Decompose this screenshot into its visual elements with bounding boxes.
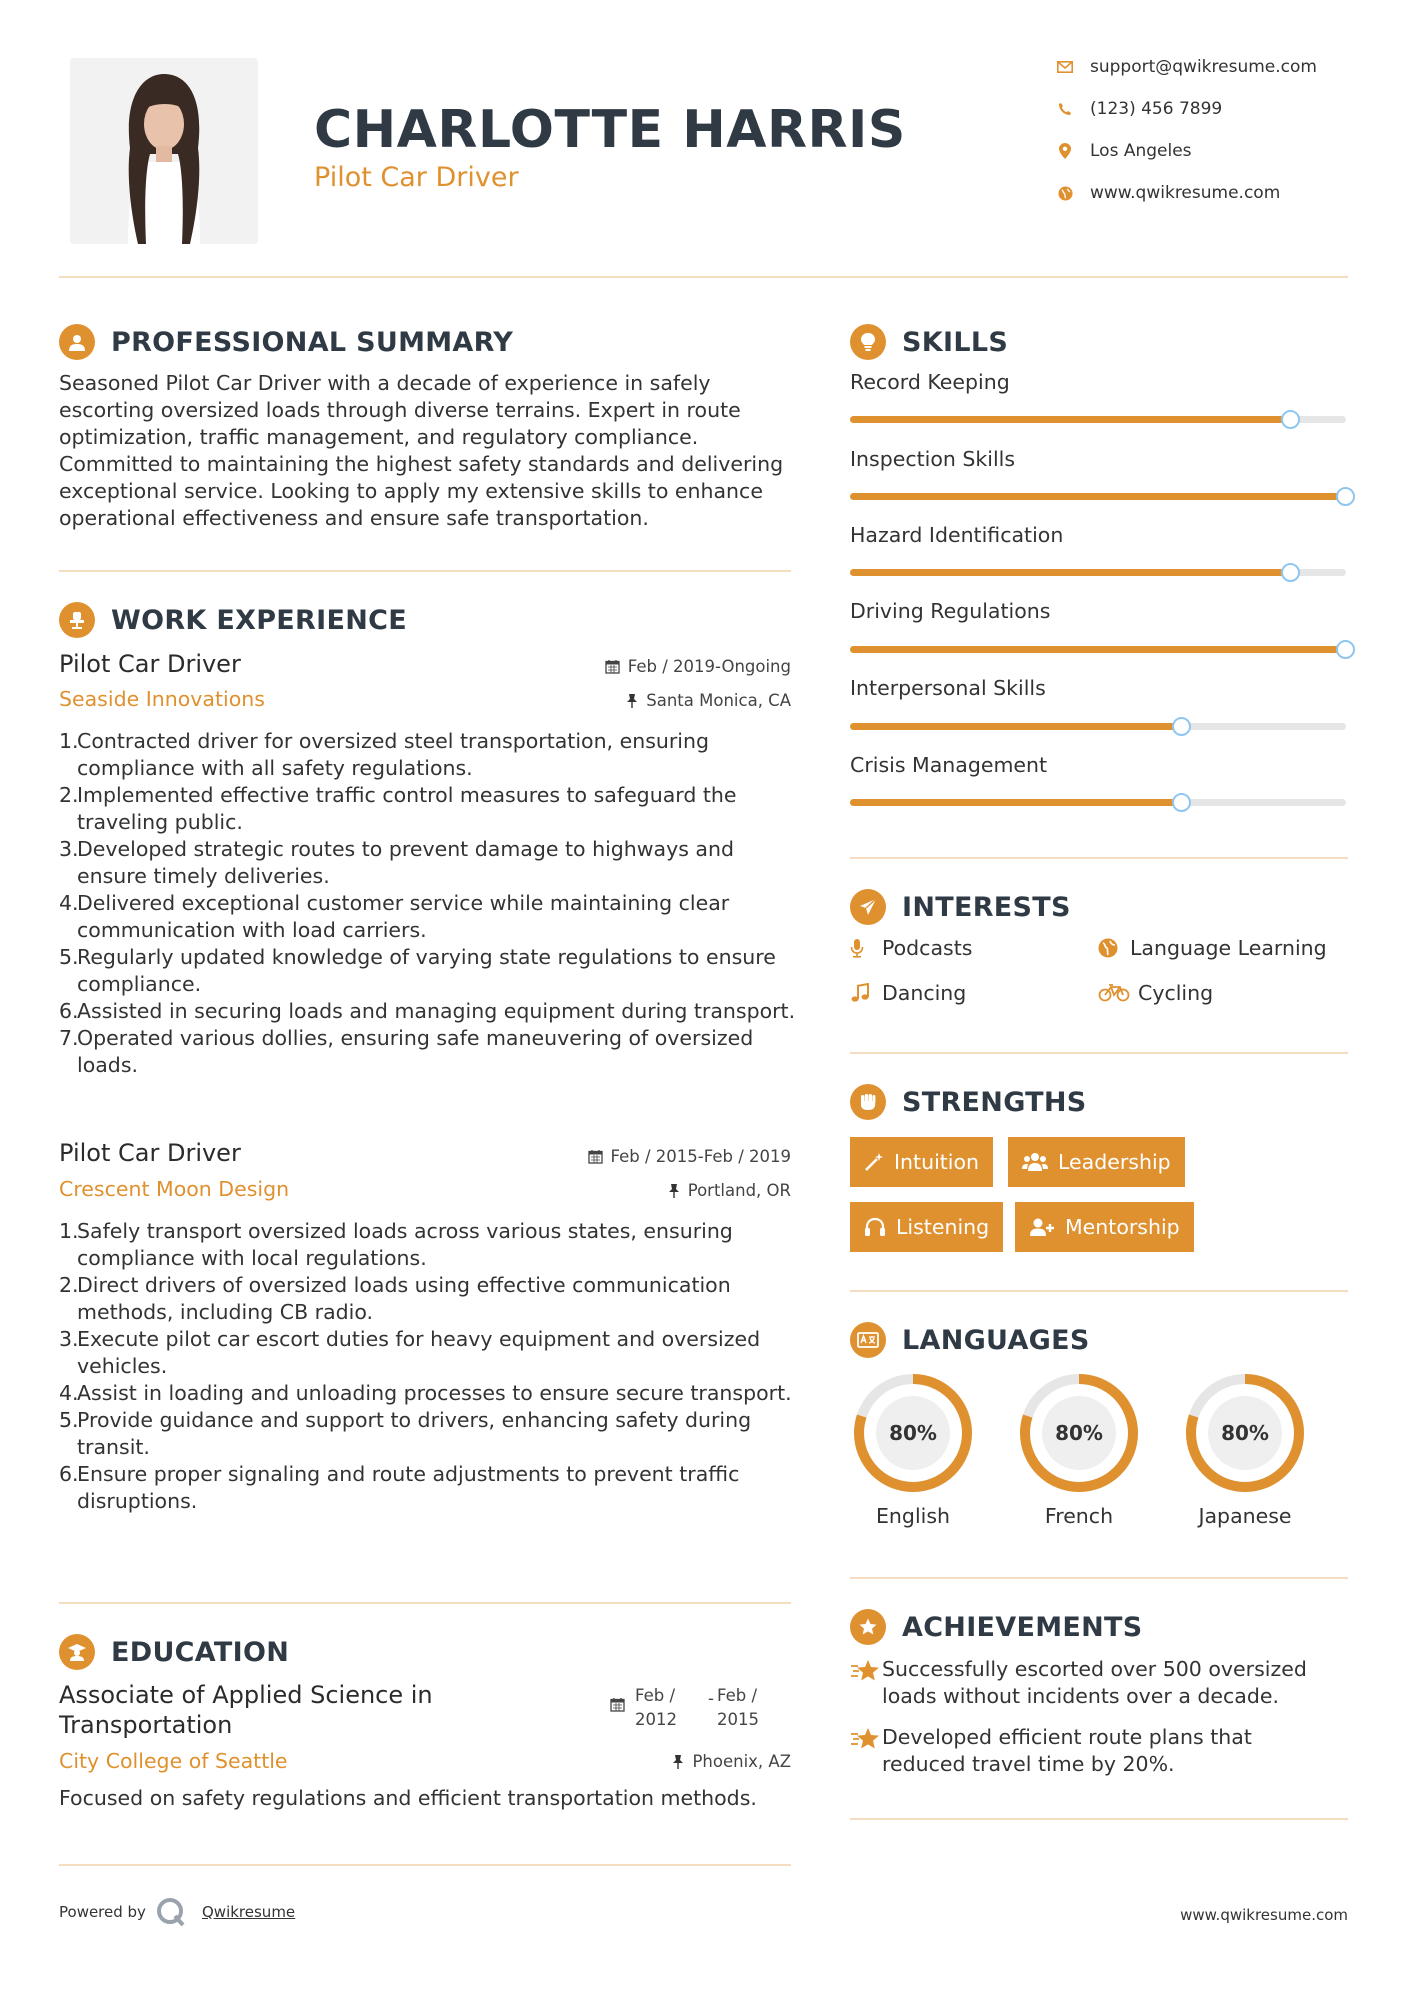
skill-fill <box>850 646 1346 653</box>
interests-divider <box>850 1052 1348 1054</box>
ring-percent: 80% <box>889 1421 937 1445</box>
lightbulb-icon <box>850 324 886 360</box>
skill-slider-handle[interactable] <box>1281 410 1300 429</box>
contact-location-text: Los Angeles <box>1090 141 1192 161</box>
education-date-end: Feb / 2015 <box>717 1686 759 1729</box>
languages-title: LANGUAGES <box>902 1324 1090 1356</box>
skill-slider-handle[interactable] <box>1281 563 1300 582</box>
skills-title: SKILLS <box>902 326 1009 358</box>
skill-name: Record Keeping <box>850 370 1010 394</box>
skill-slider-handle[interactable] <box>1172 793 1191 812</box>
skill-slider-handle[interactable] <box>1172 717 1191 736</box>
paper-plane-icon <box>850 889 886 925</box>
star-icon <box>850 1724 882 1756</box>
contact-website[interactable] <box>1054 183 1280 203</box>
education-location-text: Phoenix, AZ <box>692 1752 791 1771</box>
users-icon <box>1022 1152 1048 1172</box>
experience-divider <box>59 1602 791 1604</box>
achievement-item: Successfully escorted over 500 oversized loads without incidents over a decade. <box>850 1656 1320 1710</box>
job-2-date-text: Feb / 2015-Feb / 2019 <box>610 1147 791 1166</box>
list-item: 1. Safely transport oversized loads across various states, ensuring compliance with local regulations. <box>59 1219 733 1270</box>
language-ring <box>850 1370 976 1496</box>
fist-icon <box>850 1084 886 1120</box>
skill-fill <box>850 799 1182 806</box>
pushpin-icon <box>668 1183 680 1198</box>
education-title: EDUCATION <box>111 1636 290 1668</box>
languages-divider <box>850 1577 1348 1579</box>
strength-chip-leadership: Leadership <box>1008 1137 1185 1187</box>
skill-name: Crisis Management <box>850 753 1048 777</box>
skill-track <box>850 493 1346 500</box>
qwikresume-logo-icon <box>156 1897 188 1931</box>
language-ring <box>1182 1370 1308 1496</box>
pushpin-icon <box>672 1754 684 1769</box>
footer-website-link[interactable]: www.qwikresume.com <box>1180 1906 1348 1924</box>
skill-slider-handle[interactable] <box>1336 640 1355 659</box>
contact-website-text: www.qwikresume.com <box>1090 183 1281 203</box>
list-item: 3. Developed strategic routes to prevent damage to highways and ensure timely deliveries. <box>59 837 735 888</box>
language-name: Japanese <box>1198 1504 1292 1528</box>
strengths-title: STRENGTHS <box>902 1086 1087 1118</box>
skill-track <box>850 799 1346 806</box>
magic-wand-icon <box>864 1152 884 1172</box>
skill-name: Interpersonal Skills <box>850 676 1046 700</box>
education-date-separator: - <box>708 1689 714 1708</box>
interest-item: Dancing <box>850 981 966 1005</box>
calendar-icon <box>610 1697 625 1716</box>
languages-heading <box>850 1322 1090 1358</box>
education-description: Focused on safety regulations and efficient transportation methods. <box>59 1786 757 1810</box>
job-2-company: Crescent Moon Design <box>59 1177 290 1201</box>
candidate-name: CHARLOTTE HARRIS <box>314 100 906 160</box>
list-item: 4. Delivered exceptional customer service while maintaining clear communication with load carriers. <box>59 891 730 942</box>
achievements-title: ACHIEVEMENTS <box>902 1611 1143 1643</box>
job-1-company: Seaside Innovations <box>59 687 265 711</box>
summary-divider <box>59 570 791 572</box>
job-1-location <box>626 691 791 710</box>
summary-heading <box>59 324 513 360</box>
list-item: 5. Provide guidance and support to drivers, enhancing safety during transit. <box>59 1408 752 1459</box>
interests-title: INTERESTS <box>902 891 1071 923</box>
skill-slider-handle[interactable] <box>1336 487 1355 506</box>
headphones-icon <box>864 1217 886 1237</box>
experience-title: WORK EXPERIENCE <box>111 604 407 636</box>
graduate-icon <box>59 1634 95 1670</box>
job-1-location-text: Santa Monica, CA <box>646 691 791 710</box>
job-2-location <box>668 1181 791 1200</box>
user-icon <box>59 324 95 360</box>
header-divider <box>59 276 1348 278</box>
strength-chip-listening: Listening <box>850 1202 1003 1252</box>
skill-name: Hazard Identification <box>850 523 1064 547</box>
envelope-icon <box>1054 61 1076 73</box>
job-2-location-text: Portland, OR <box>687 1181 791 1200</box>
skill-fill <box>850 416 1291 423</box>
interest-item: Cycling <box>1098 981 1213 1005</box>
interests-heading <box>850 889 1071 925</box>
phone-icon <box>1054 102 1076 116</box>
strength-chip-intuition: Intuition <box>850 1137 993 1187</box>
contact-phone-text: (123) 456 7899 <box>1090 99 1223 119</box>
footer-brand-link[interactable]: Qwikresume <box>202 1903 296 1921</box>
job-2-date <box>588 1147 791 1166</box>
language-name: English <box>875 1504 951 1528</box>
strengths-divider <box>850 1290 1348 1292</box>
job-2-title: Pilot Car Driver <box>59 1139 241 1167</box>
language-ring <box>1016 1370 1142 1496</box>
strength-chip-mentorship: Mentorship <box>1015 1202 1194 1252</box>
achievements-heading <box>850 1609 1143 1645</box>
education-location <box>672 1752 791 1771</box>
globe-icon <box>1098 938 1126 958</box>
user-plus-icon <box>1029 1217 1055 1237</box>
achievements-divider <box>850 1818 1348 1820</box>
chair-icon <box>59 602 95 638</box>
list-item: 3. Execute pilot car escort duties for heavy equipment and oversized vehicles. <box>59 1327 761 1378</box>
bicycle-icon <box>1098 984 1134 1002</box>
calendar-icon <box>605 659 620 674</box>
skill-fill <box>850 493 1346 500</box>
profile-photo <box>70 58 258 244</box>
list-item: 4. Assist in loading and unloading processes to ensure secure transport. <box>59 1381 792 1405</box>
job-1-date-text: Feb / 2019-Ongoing <box>627 657 791 676</box>
candidate-role: Pilot Car Driver <box>314 162 519 193</box>
language-card-icon <box>850 1322 886 1358</box>
education-school: City College of Seattle <box>59 1749 288 1773</box>
skill-track <box>850 416 1346 423</box>
contact-email-text: support@qwikresume.com <box>1090 57 1317 77</box>
job-2-bullets <box>59 1218 799 1515</box>
star-icon <box>850 1656 882 1688</box>
interest-item: Podcasts <box>850 936 972 960</box>
pushpin-icon <box>626 693 638 708</box>
skill-track <box>850 646 1346 653</box>
ring-percent: 80% <box>1055 1421 1103 1445</box>
ring-percent: 80% <box>1221 1421 1269 1445</box>
skill-track <box>850 569 1346 576</box>
list-item: 1. Contracted driver for oversized steel transportation, ensuring compliance with all safety regulations. <box>59 729 709 780</box>
microphone-icon <box>850 938 878 958</box>
list-item: 2. Implemented effective traffic control measures to safeguard the traveling public. <box>59 783 737 834</box>
skills-heading <box>850 324 1008 360</box>
job-1-title: Pilot Car Driver <box>59 650 241 678</box>
job-1-date <box>605 657 791 676</box>
skill-fill <box>850 723 1182 730</box>
list-item: 6. Assisted in securing loads and managing equipment during transport. <box>59 999 796 1023</box>
interest-item: Language Learning <box>1098 936 1327 960</box>
contact-email[interactable] <box>1054 57 1317 77</box>
skill-name: Driving Regulations <box>850 599 1051 623</box>
list-item: 5. Regularly updated knowledge of varying state regulations to ensure compliance. <box>59 945 776 996</box>
achievement-item: Developed efficient route plans that reduced travel time by 20%. <box>850 1724 1320 1778</box>
education-degree: Associate of Applied Science in Transportation <box>59 1681 433 1739</box>
globe-icon <box>1054 186 1076 201</box>
map-pin-icon <box>1054 143 1076 159</box>
language-name: French <box>1044 1504 1114 1528</box>
list-item: 2. Direct drivers of oversized loads using effective communication methods, including CB radio. <box>59 1273 731 1324</box>
education-divider <box>59 1864 791 1866</box>
music-note-icon <box>850 983 878 1003</box>
list-item: 7. Operated various dollies, ensuring safe maneuvering of oversized loads. <box>59 1026 754 1077</box>
footer-powered-by: Powered by <box>59 1903 146 1921</box>
job-1-bullets <box>59 728 799 1079</box>
summary-title: PROFESSIONAL SUMMARY <box>111 326 514 358</box>
skill-fill <box>850 569 1291 576</box>
contact-phone[interactable] <box>1054 99 1222 119</box>
skill-name: Inspection Skills <box>850 447 1016 471</box>
star-badge-icon <box>850 1609 886 1645</box>
list-item: 6. Ensure proper signaling and route adjustments to prevent traffic disruptions. <box>59 1462 740 1513</box>
education-date-start: Feb / 2012 <box>635 1686 677 1729</box>
experience-heading <box>59 602 407 638</box>
skills-divider <box>850 857 1348 859</box>
education-heading <box>59 1634 289 1670</box>
strengths-heading <box>850 1084 1087 1120</box>
summary-text: Seasoned Pilot Car Driver with a decade of experience in safely escorting oversized loads through diverse terrains. Expert in route optimization, traffic management, and regulatory compliance. Committed to maintaining the highest safety standards and delivering exceptional service. Looking to apply my extensive skills to enhance operational effectiveness and ensure safe transportation. <box>59 371 784 530</box>
calendar-icon <box>588 1149 603 1164</box>
contact-location <box>1054 141 1192 161</box>
skill-track <box>850 723 1346 730</box>
